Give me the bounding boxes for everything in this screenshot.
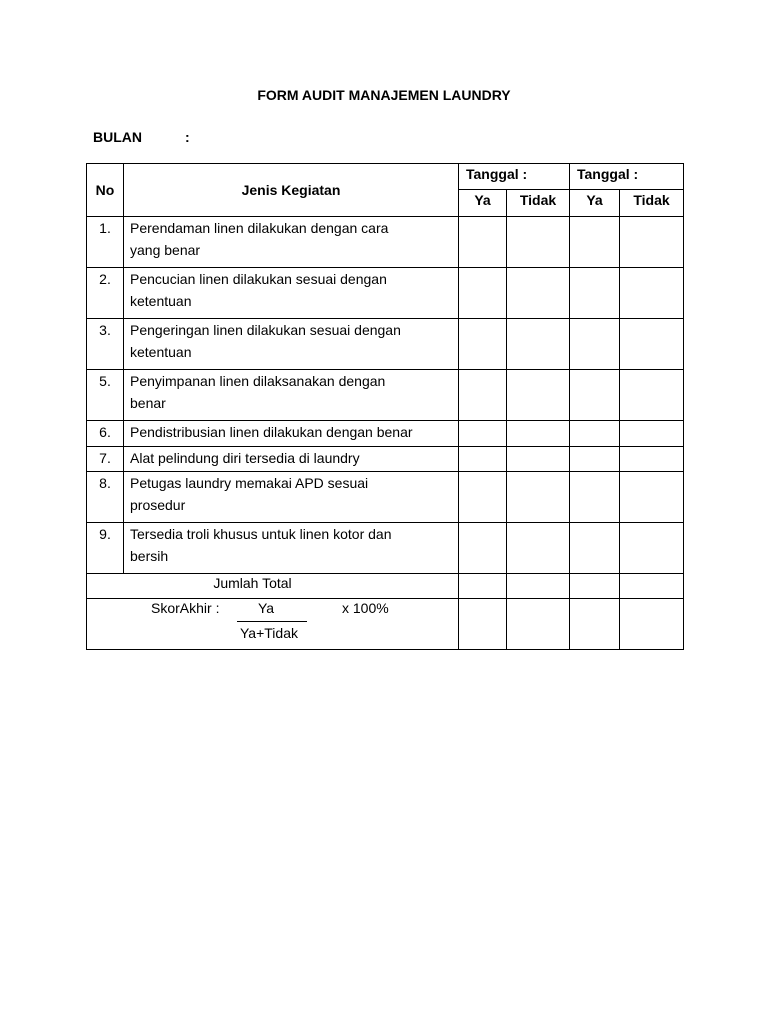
table-row bbox=[87, 421, 684, 447]
row-number: 2. bbox=[87, 268, 124, 319]
check-cell-tidak-2[interactable] bbox=[620, 319, 684, 370]
check-cell-tidak-2[interactable] bbox=[620, 370, 684, 421]
score-row bbox=[87, 599, 684, 650]
score-formula bbox=[87, 599, 459, 650]
row-activity: Pendistribusian linen dilakukan dengan benar bbox=[124, 421, 459, 447]
check-cell-tidak-2[interactable] bbox=[620, 217, 684, 268]
check-cell-ya-2[interactable] bbox=[570, 370, 620, 421]
header-tidak-1: Tidak bbox=[507, 190, 570, 217]
row-number: 3. bbox=[87, 319, 124, 370]
check-cell-tidak-1[interactable] bbox=[507, 421, 570, 447]
row-activity: Pencucian linen dilakukan sesuai dengan ketentuan bbox=[124, 268, 459, 319]
score-label: SkorAkhir : bbox=[151, 600, 220, 616]
table-row bbox=[87, 370, 684, 421]
total-row bbox=[87, 574, 684, 599]
score-tidak-1[interactable] bbox=[507, 599, 570, 650]
check-cell-ya-1[interactable] bbox=[459, 446, 507, 472]
month-field bbox=[93, 129, 190, 145]
check-cell-tidak-2[interactable] bbox=[620, 472, 684, 523]
check-cell-tidak-1[interactable] bbox=[507, 446, 570, 472]
row-number: 8. bbox=[87, 472, 124, 523]
row-activity: Tersedia troli khusus untuk linen kotor dan bersih bbox=[124, 523, 459, 574]
row-activity: Pengeringan linen dilakukan sesuai dengan ketentuan bbox=[124, 319, 459, 370]
score-ya-2[interactable] bbox=[570, 599, 620, 650]
check-cell-ya-1[interactable] bbox=[459, 523, 507, 574]
check-cell-tidak-1[interactable] bbox=[507, 523, 570, 574]
check-cell-ya-2[interactable] bbox=[570, 523, 620, 574]
check-cell-ya-2[interactable] bbox=[570, 217, 620, 268]
check-cell-tidak-2[interactable] bbox=[620, 421, 684, 447]
form-title: FORM AUDIT MANAJEMEN LAUNDRY bbox=[257, 87, 511, 103]
check-cell-tidak-2[interactable] bbox=[620, 446, 684, 472]
check-cell-ya-2[interactable] bbox=[570, 421, 620, 447]
check-cell-tidak-1[interactable] bbox=[507, 268, 570, 319]
header-tanggal-1: Tanggal : bbox=[459, 164, 570, 190]
header-ya-1: Ya bbox=[459, 190, 507, 217]
score-numerator: Ya bbox=[258, 600, 275, 616]
row-activity: Alat pelindung diri tersedia di laundry bbox=[124, 446, 459, 472]
check-cell-ya-2[interactable] bbox=[570, 268, 620, 319]
score-ya-1[interactable] bbox=[459, 599, 507, 650]
fraction-line bbox=[237, 621, 307, 622]
row-activity: Penyimpanan linen dilaksanakan dengan benar bbox=[124, 370, 459, 421]
row-number: 5. bbox=[87, 370, 124, 421]
table-row bbox=[87, 268, 684, 319]
table-row bbox=[87, 472, 684, 523]
month-label: BULAN bbox=[93, 129, 142, 145]
total-label: Jumlah Total bbox=[87, 574, 459, 599]
check-cell-ya-1[interactable] bbox=[459, 472, 507, 523]
row-number: 9. bbox=[87, 523, 124, 574]
check-cell-ya-1[interactable] bbox=[459, 421, 507, 447]
row-number: 1. bbox=[87, 217, 124, 268]
check-cell-tidak-1[interactable] bbox=[507, 472, 570, 523]
table-row bbox=[87, 319, 684, 370]
check-cell-ya-1[interactable] bbox=[459, 370, 507, 421]
check-cell-ya-2[interactable] bbox=[570, 319, 620, 370]
check-cell-tidak-1[interactable] bbox=[507, 370, 570, 421]
table-row bbox=[87, 523, 684, 574]
header-tidak-2: Tidak bbox=[620, 190, 684, 217]
month-colon: : bbox=[185, 129, 190, 145]
table-row bbox=[87, 446, 684, 472]
header-no: No bbox=[87, 164, 124, 217]
check-cell-ya-2[interactable] bbox=[570, 446, 620, 472]
score-tidak-2[interactable] bbox=[620, 599, 684, 650]
row-number: 6. bbox=[87, 421, 124, 447]
header-jenis-kegiatan: Jenis Kegiatan bbox=[124, 164, 459, 217]
check-cell-tidak-1[interactable] bbox=[507, 217, 570, 268]
total-tidak-1[interactable] bbox=[507, 574, 570, 599]
check-cell-ya-1[interactable] bbox=[459, 217, 507, 268]
check-cell-tidak-2[interactable] bbox=[620, 268, 684, 319]
header-tanggal-2: Tanggal : bbox=[570, 164, 684, 190]
audit-table bbox=[86, 163, 684, 650]
check-cell-ya-1[interactable] bbox=[459, 319, 507, 370]
total-ya-1[interactable] bbox=[459, 574, 507, 599]
total-ya-2[interactable] bbox=[570, 574, 620, 599]
row-activity: Perendaman linen dilakukan dengan cara yang benar bbox=[124, 217, 459, 268]
total-tidak-2[interactable] bbox=[620, 574, 684, 599]
check-cell-ya-2[interactable] bbox=[570, 472, 620, 523]
score-denominator: Ya+Tidak bbox=[240, 625, 298, 641]
header-ya-2: Ya bbox=[570, 190, 620, 217]
check-cell-ya-1[interactable] bbox=[459, 268, 507, 319]
score-multiplier: x 100% bbox=[342, 600, 389, 616]
check-cell-tidak-1[interactable] bbox=[507, 319, 570, 370]
row-number: 7. bbox=[87, 446, 124, 472]
check-cell-tidak-2[interactable] bbox=[620, 523, 684, 574]
table-row bbox=[87, 217, 684, 268]
row-activity: Petugas laundry memakai APD sesuai prosedur bbox=[124, 472, 459, 523]
